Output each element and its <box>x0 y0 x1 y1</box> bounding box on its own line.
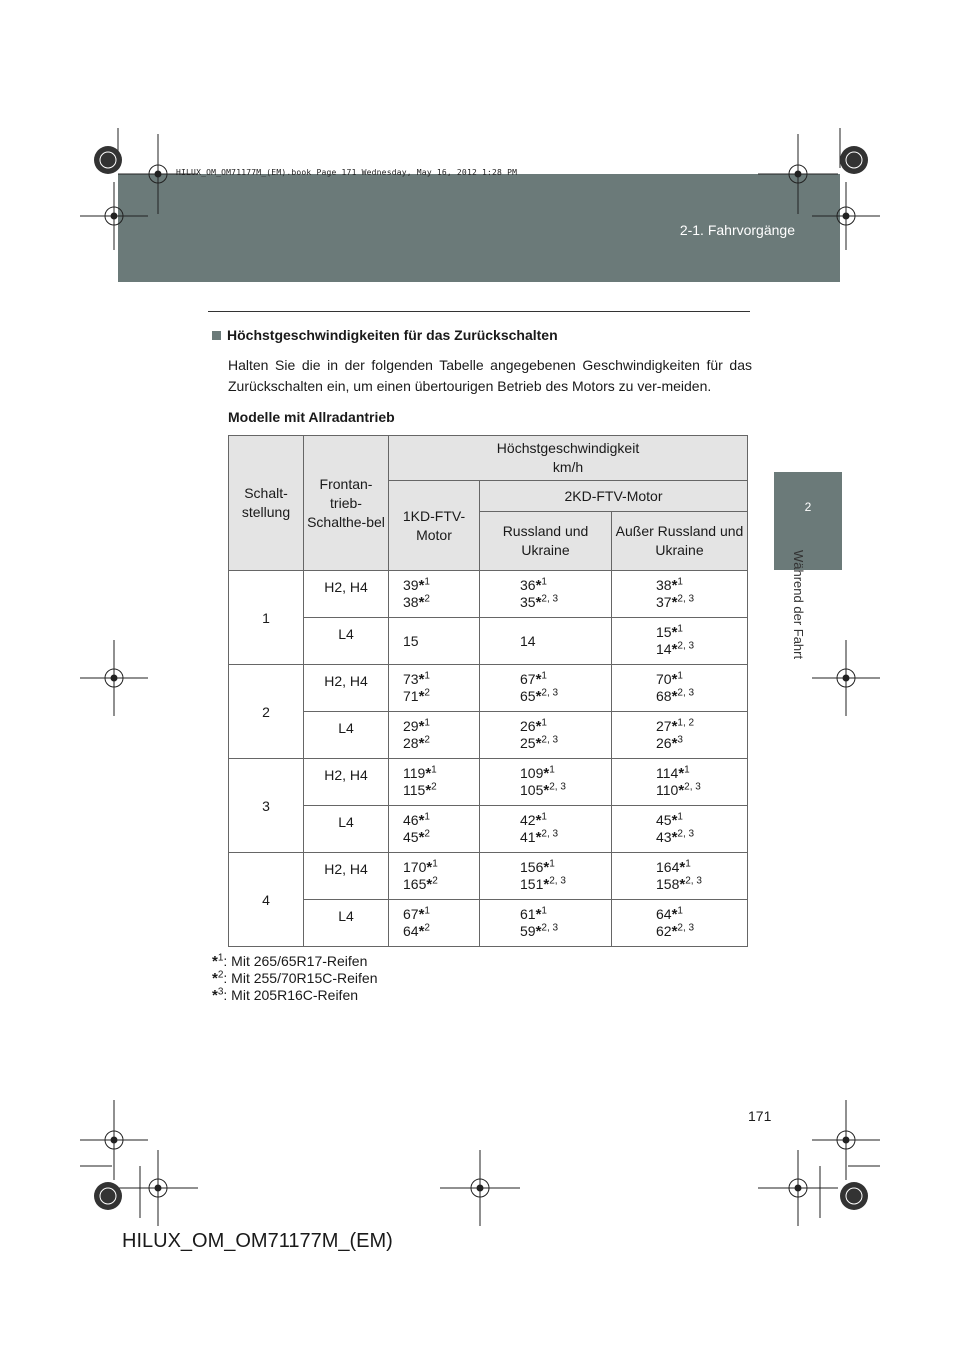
table-body <box>229 571 748 947</box>
speed-value-cell <box>612 712 748 759</box>
top-rule <box>208 311 750 312</box>
speed-value-cell <box>480 900 612 947</box>
drive-lever-cell: H2, H4 <box>304 571 389 618</box>
speed-value: 59*$^{2, 3}$ <box>520 922 559 940</box>
speed-value-cell <box>480 712 612 759</box>
speed-value: 42*$^1$ <box>520 811 547 829</box>
table-row <box>229 665 748 712</box>
speed-value-cell <box>612 853 748 900</box>
drive-lever-cell: H2, H4 <box>304 665 389 712</box>
speed-value-cell <box>612 759 748 806</box>
book-stamp: HILUX_OM_OM71177M_(EM).book Page 171 Wednesday, May 16, 2012 1:28 PM <box>176 168 518 177</box>
speed-value: 67*$^1$ <box>403 905 430 923</box>
drive-lever-cell: L4 <box>304 618 389 665</box>
speed-value-cell <box>389 806 480 853</box>
speed-value: 43*$^{2, 3}$ <box>656 828 695 846</box>
header-gear: Schalt-stellung <box>229 436 304 571</box>
drive-lever-cell: L4 <box>304 806 389 853</box>
speed-value-cell <box>389 853 480 900</box>
speed-value: 62*$^{2, 3}$ <box>656 922 695 940</box>
speed-value-cell <box>389 712 480 759</box>
speed-value: 158*$^{2, 3}$ <box>656 875 702 893</box>
gear-cell: 3 <box>229 759 304 853</box>
subheading: Modelle mit Allradantrieb <box>228 409 395 425</box>
footnote: *$^3$: Mit 205R16C-Reifen <box>212 986 359 1004</box>
speed-table <box>228 435 748 947</box>
section-label: 2-1. Fahrvorgänge <box>679 222 795 238</box>
table-row <box>229 618 748 665</box>
speed-value-cell <box>480 618 612 665</box>
speed-value: 15*$^1$ <box>656 623 683 641</box>
header-region2: Außer Russland und Ukraine <box>612 512 748 571</box>
speed-value-cell <box>480 759 612 806</box>
speed-value-cell <box>612 806 748 853</box>
chapter-number: 2 <box>804 500 812 514</box>
header-engine1: 1KD-FTV-Motor <box>389 481 480 571</box>
speed-value: 68*$^{2, 3}$ <box>656 687 695 705</box>
footnotes <box>212 953 752 1004</box>
header-engine2: 2KD-FTV-Motor <box>480 481 748 512</box>
speed-value: 37*$^{2, 3}$ <box>656 593 695 611</box>
speed-value: 25*$^{2, 3}$ <box>520 734 559 752</box>
speed-value-cell <box>389 900 480 947</box>
speed-value: 36*$^1$ <box>520 576 547 594</box>
speed-value-cell <box>389 665 480 712</box>
speed-value: 28*$^2$ <box>403 734 430 752</box>
speed-value-cell <box>389 571 480 618</box>
speed-value-cell <box>612 665 748 712</box>
speed-value-cell <box>612 900 748 947</box>
speed-value: 64*$^1$ <box>656 905 683 923</box>
speed-value: 156*$^1$ <box>520 858 555 876</box>
speed-value: 110*$^{2, 3}$ <box>656 781 701 799</box>
header-region1: Russland und Ukraine <box>480 512 612 571</box>
speed-value: 61*$^1$ <box>520 905 547 923</box>
chapter-label: Während der Fahrt <box>791 550 806 660</box>
speed-value: 27*$^{1, 2}$ <box>656 717 695 735</box>
speed-value: 29*$^1$ <box>403 717 430 735</box>
drive-lever-cell: L4 <box>304 712 389 759</box>
chapter-tab <box>774 472 842 570</box>
speed-value: 109*$^1$ <box>520 764 555 782</box>
speed-value-cell <box>389 618 480 665</box>
gear-cell: 4 <box>229 853 304 947</box>
speed-value: 41*$^{2, 3}$ <box>520 828 559 846</box>
table-row <box>229 806 748 853</box>
table-row <box>229 712 748 759</box>
speed-value: 26*$^1$ <box>520 717 547 735</box>
section-heading <box>212 327 752 343</box>
speed-value: 105*$^{2, 3}$ <box>520 781 566 799</box>
speed-value: 14 <box>520 633 536 649</box>
speed-value: 15 <box>403 633 419 649</box>
speed-value: 71*$^2$ <box>403 687 430 705</box>
speed-value: 39*$^1$ <box>403 576 430 594</box>
speed-value: 73*$^1$ <box>403 670 430 688</box>
speed-value: 164*$^1$ <box>656 858 691 876</box>
speed-value-cell <box>480 665 612 712</box>
speed-value: 67*$^1$ <box>520 670 547 688</box>
speed-value: 119*$^1$ <box>403 764 437 782</box>
speed-value: 45*$^1$ <box>656 811 683 829</box>
header-drive: Frontan-trieb-Schalthe-bel <box>304 436 389 571</box>
speed-value: 170*$^1$ <box>403 858 438 876</box>
main-content <box>212 327 752 1004</box>
speed-value: 35*$^{2, 3}$ <box>520 593 559 611</box>
header-max-speed-label: Höchstgeschwindigkeit <box>496 440 640 456</box>
speed-value: 70*$^1$ <box>656 670 683 688</box>
table-row <box>229 759 748 806</box>
speed-value: 14*$^{2, 3}$ <box>656 640 695 658</box>
header-unit: km/h <box>552 459 584 475</box>
table-row <box>229 900 748 947</box>
speed-value: 45*$^2$ <box>403 828 430 846</box>
gear-cell: 1 <box>229 571 304 665</box>
footnote: *$^2$: Mit 255/70R15C-Reifen <box>212 969 378 987</box>
section-title: Höchstgeschwindigkeiten für das Zurückschalten <box>227 327 558 343</box>
speed-value: 151*$^{2, 3}$ <box>520 875 566 893</box>
speed-value: 114*$^1$ <box>656 764 690 782</box>
speed-value-cell <box>480 853 612 900</box>
speed-value-cell <box>612 618 748 665</box>
speed-value: 46*$^1$ <box>403 811 430 829</box>
footnote: *$^1$: Mit 265/65R17-Reifen <box>212 952 368 970</box>
table-row <box>229 571 748 618</box>
table-row <box>229 853 748 900</box>
document-id: HILUX_OM_OM71177M_(EM) <box>122 1230 393 1252</box>
drive-lever-cell: L4 <box>304 900 389 947</box>
speed-value: 38*$^1$ <box>656 576 683 594</box>
speed-value: 26*$^3$ <box>656 734 683 752</box>
speed-value: 65*$^{2, 3}$ <box>520 687 559 705</box>
square-bullet-icon <box>212 331 221 340</box>
intro-paragraph: Halten Sie die in der folgenden Tabelle angegebenen Geschwindigkeiten für das Zurückschalten ein, um einen übertourigen Betrieb des Motors zu ver-meiden. <box>228 357 752 394</box>
speed-value-cell <box>389 759 480 806</box>
speed-value-cell <box>480 571 612 618</box>
speed-value: 165*$^2$ <box>403 875 438 893</box>
drive-lever-cell: H2, H4 <box>304 759 389 806</box>
speed-value-cell <box>612 571 748 618</box>
speed-value: 64*$^2$ <box>403 922 430 940</box>
header-max-speed <box>389 436 748 481</box>
speed-value: 38*$^2$ <box>403 593 430 611</box>
gear-cell: 2 <box>229 665 304 759</box>
speed-value: 115*$^2$ <box>403 781 437 799</box>
speed-value-cell <box>480 806 612 853</box>
drive-lever-cell: H2, H4 <box>304 853 389 900</box>
page-number: 171 <box>748 1108 772 1124</box>
